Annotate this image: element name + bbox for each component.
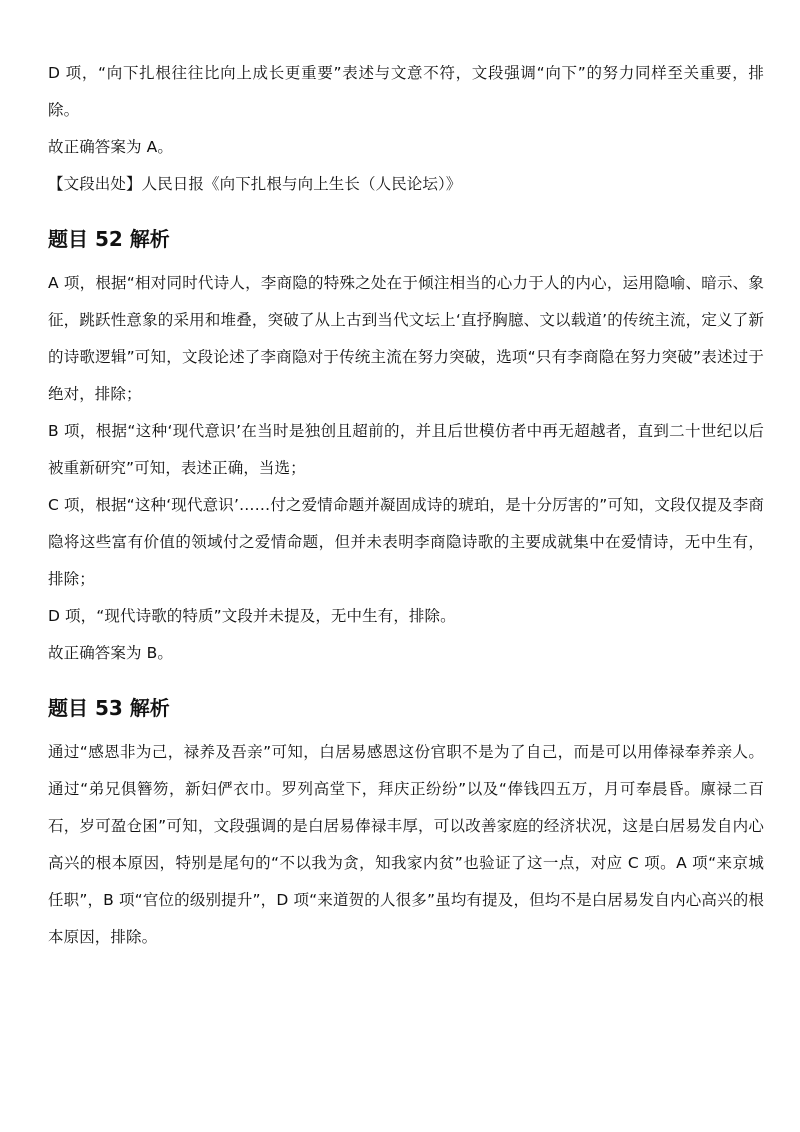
paragraph: B 项，根据“这种‘现代意识’在当时是独创且超前的，并且后世模仿者中再无超越者，直到二十世纪以后被重新研究”可知，表述正确，当选； [48, 422, 764, 477]
answer-line: 故正确答案为 A。 [48, 138, 173, 156]
document-page [48, 55, 764, 956]
paragraph: 通过“感恩非为己，禄养及吾亲”可知，白居易感恩这份官职不是为了自己，而是可以用俸禄奉养亲人。通过“弟兄俱簪笏，新妇俨衣巾。罗列高堂下，拜庆正纷纷”以及“俸钱四五万，月可奉晨昏。廪禄二百石，岁可盈仓囷”可知，文段强调的是白居易俸禄丰厚，可以改善家庭的经济状况，这是白居易发自内心高兴的根本原因，特别是尾句的“不以我为贪，知我家内贫”也验证了这一点，对应 C 项。A 项“来京城任职”，B 项“官位的级别提升”，D 项“来道贺的人很多”虽均有提及，但均不是白居易发自内心高兴的根本原因，排除。 [48, 743, 764, 946]
section-52 [48, 225, 764, 672]
answer-line: 故正确答案为 B。 [48, 644, 173, 662]
paragraph: A 项，根据“相对同时代诗人，李商隐的特殊之处在于倾注相当的心力于人的内心，运用隐喻、暗示、象征，跳跃性意象的采用和堆叠，突破了从上古到当代文坛上‘直抒胸臆、文以载道’的传统主流，定义了新的诗歌逻辑”可知，文段论述了李商隐对于传统主流在努力突破，选项“只有李商隐在努力突破”表述过于绝对，排除； [48, 274, 764, 403]
source-line: 【文段出处】人民日报《向下扎根与向上生长（人民论坛）》 [48, 175, 462, 193]
paragraph: D 项，“向下扎根往往比向上成长更重要”表述与文意不符，文段强调“向下”的努力同样至关重要，排除。 [48, 64, 764, 119]
section-title: 题目 52 解析 [48, 227, 170, 251]
section-title: 题目 53 解析 [48, 696, 170, 720]
paragraph: D 项，“现代诗歌的特质”文段并未提及，无中生有，排除。 [48, 607, 456, 625]
section-53 [48, 694, 764, 956]
paragraph: C 项，根据“这种‘现代意识’……付之爱情命题并凝固成诗的琥珀，是十分厉害的”可知，文段仅提及李商隐将这些富有价值的领域付之爱情命题，但并未表明李商隐诗歌的主要成就集中在爱情诗，无中生有，排除； [48, 496, 764, 588]
top-block [48, 55, 764, 203]
